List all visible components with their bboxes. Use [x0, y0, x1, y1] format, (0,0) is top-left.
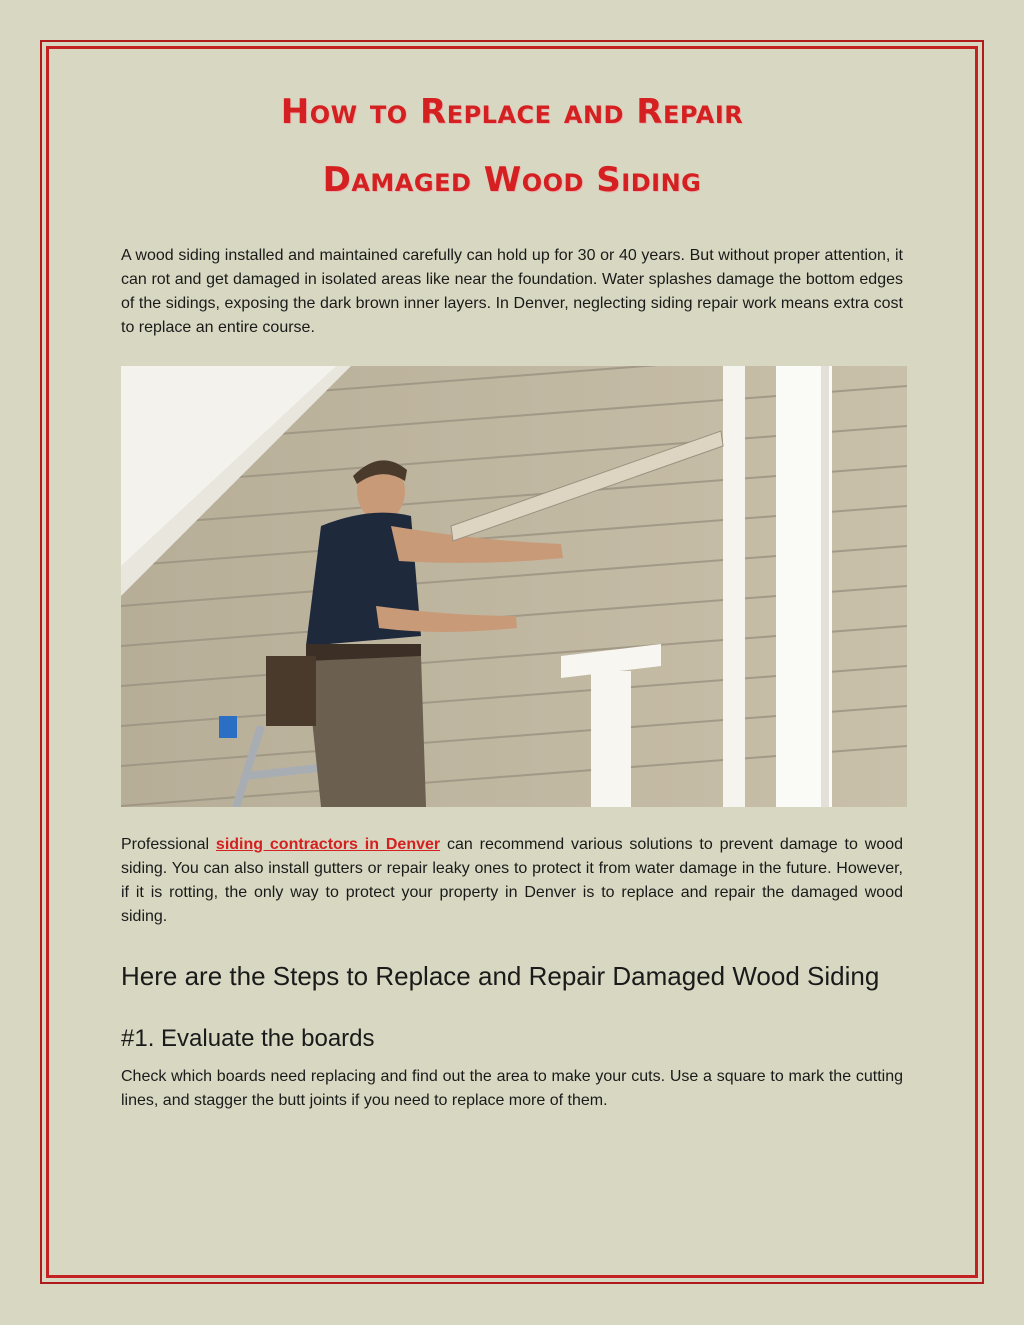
- siding-photo: [121, 366, 907, 807]
- paragraph2-rest: can recommend various solutions to prevent damage to wood siding. You can also install gutters or repair leaky ones to protect it from water damage in the future. However, if it is rotting, the only way to protect your property in Denver is to replace and repair the damaged wood siding.: [121, 836, 904, 925]
- intro-paragraph: A wood siding installed and maintained carefully can hold up for 30 or 40 years. But without proper attention, it can rot and get damaged in isolated areas like near the foundation. Water splashes damage the bottom edges of the sidings, exposing the dark brown inner layers. In Denver, neglecting siding repair work means extra cost to replace an entire course.: [121, 247, 903, 336]
- paragraph2-lead: Professional: [121, 836, 216, 853]
- step1-paragraph: Check which boards need replacing and find out the area to make your cuts. Use a square to mark the cutting lines, and stagger the butt joints if you need to replace more of them.: [121, 1068, 903, 1109]
- siding-contractors-link[interactable]: siding contractors in Denver: [215, 836, 441, 853]
- step1-heading: #1. Evaluate the boards: [121, 1025, 375, 1052]
- contractors-paragraph: [121, 833, 903, 929]
- title-line-1: How to Replace and Repair: [280, 92, 744, 132]
- steps-heading: Here are the Steps to Replace and Repair Damaged Wood Siding: [121, 961, 880, 991]
- title-line-2: Damaged Wood Siding: [322, 160, 702, 200]
